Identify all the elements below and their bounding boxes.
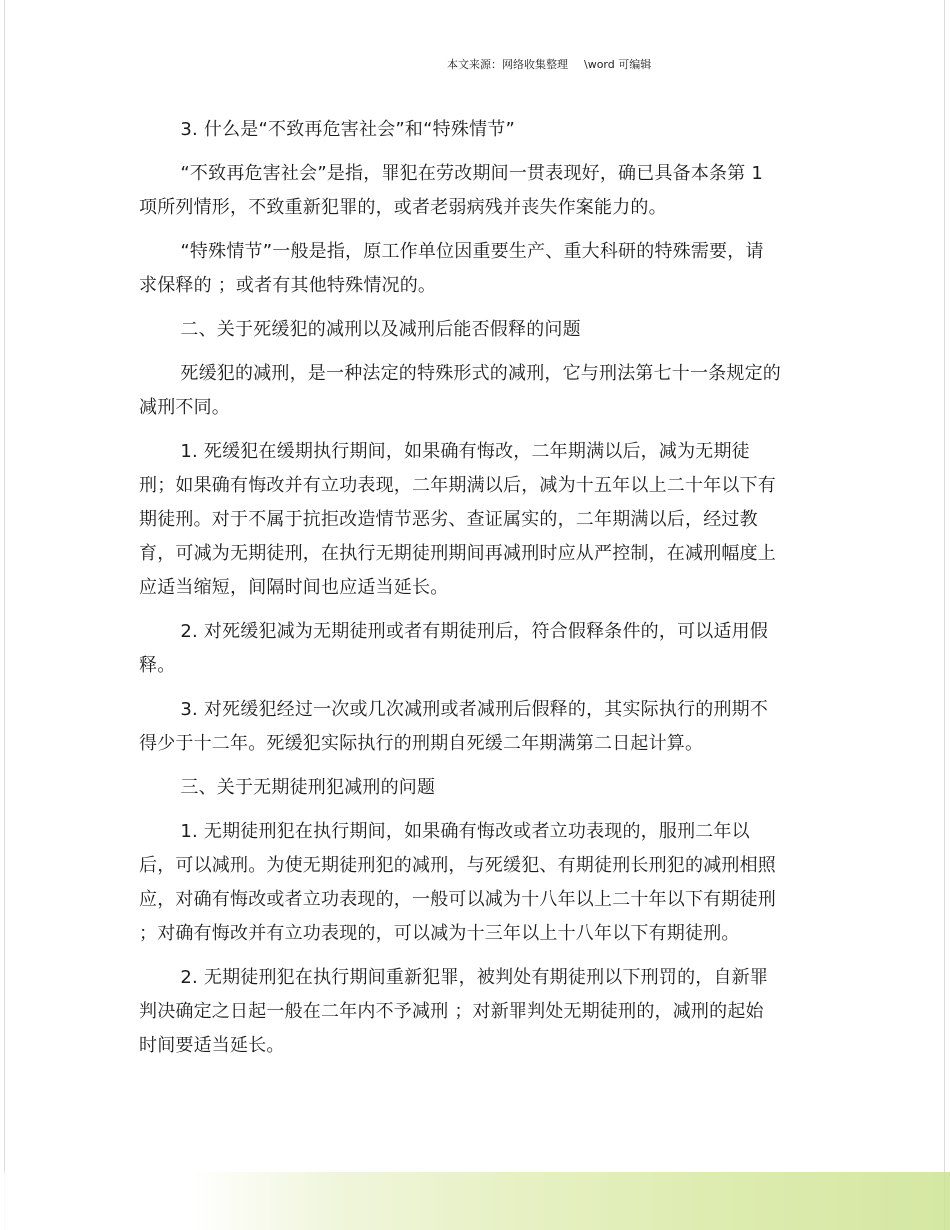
footer-gradient-band — [0, 1172, 950, 1230]
page-left-edge — [4, 0, 5, 1230]
page-header-note — [447, 56, 651, 72]
paragraph-item-3-title: 3. 什么是“不致再危害社会”和“特殊情节” — [180, 119, 515, 140]
section-heading-2: 二、关于死缓犯的减刑以及减刑后能否假释的问题 — [180, 319, 581, 340]
header-source-label: 本文来源：网络收集整理 — [447, 58, 568, 71]
section-heading-3: 三、关于无期徒刑犯减刑的问题 — [180, 777, 436, 798]
paragraph-death-reprieve-item-2: 2. 对死缓犯减为无期徒刑或者有期徒刑后，符合假释条件的，可以适用假释。 — [139, 621, 769, 676]
paragraph-death-reprieve-item-3: 3. 对死缓犯经过一次或几次减刑或者减刑后假释的，其实际执行的刑期不得少于十二年。死缓犯实际执行的刑期自死缓二年期满第二日起计算。 — [139, 699, 769, 754]
document-body — [139, 113, 781, 1073]
paragraph-life-sentence-item-2: 2. 无期徒刑犯在执行期间重新犯罪，被判处有期徒刑以下刑罚的，自新罪判决确定之日起一般在二年内不予减刑 ；对新罪判处无期徒刑的，减刑的起始时间要适当延长。 — [139, 967, 769, 1056]
paragraph-no-danger-definition: “不致再危害社会”是指，罪犯在劳改期间一贯表现好，确已具备本条第 1 项所列情形，不致重新犯罪的，或者老弱病残并丧失作案能力的。 — [139, 163, 764, 218]
paragraph-special-circumstances: “特殊情节”一般是指，原工作单位因重要生产、重大科研的特殊需要，请求保释的 ；或者有其他特殊情况的。 — [139, 241, 764, 296]
paragraph-life-sentence-item-1: 1. 无期徒刑犯在执行期间，如果确有悔改或者立功表现的，服刑二年以后，可以减刑。为使无期徒刑犯的减刑，与死缓犯、有期徒刑长刑犯的减刑相照应，对确有悔改或者立功表现的，一般可以减为十八年以上二十年以下有期徒刑 ；对确有悔改并有立功表现的，可以减为十三年以上十八年以下有期徒刑。 — [139, 821, 776, 944]
paragraph-death-reprieve-intro: 死缓犯的减刑，是一种法定的特殊形式的减刑，它与刑法第七十一条规定的减刑不同。 — [139, 363, 781, 418]
header-edit-label: \word 可编辑 — [584, 58, 652, 71]
page-right-edge — [944, 0, 945, 1230]
paragraph-death-reprieve-item-1: 1. 死缓犯在缓期执行期间，如果确有悔改，二年期满以后，减为无期徒刑；如果确有悔改并有立功表现，二年期满以后，减为十五年以上二十年以下有期徒刑。对于不属于抗拒改造情节恶劣、查证属实的，二年期满以后，经过教育，可减为无期徒刑，在执行无期徒刑期间再减刑时应从严控制，在减刑幅度上应适当缩短，间隔时间也应适当延长。 — [139, 441, 776, 598]
